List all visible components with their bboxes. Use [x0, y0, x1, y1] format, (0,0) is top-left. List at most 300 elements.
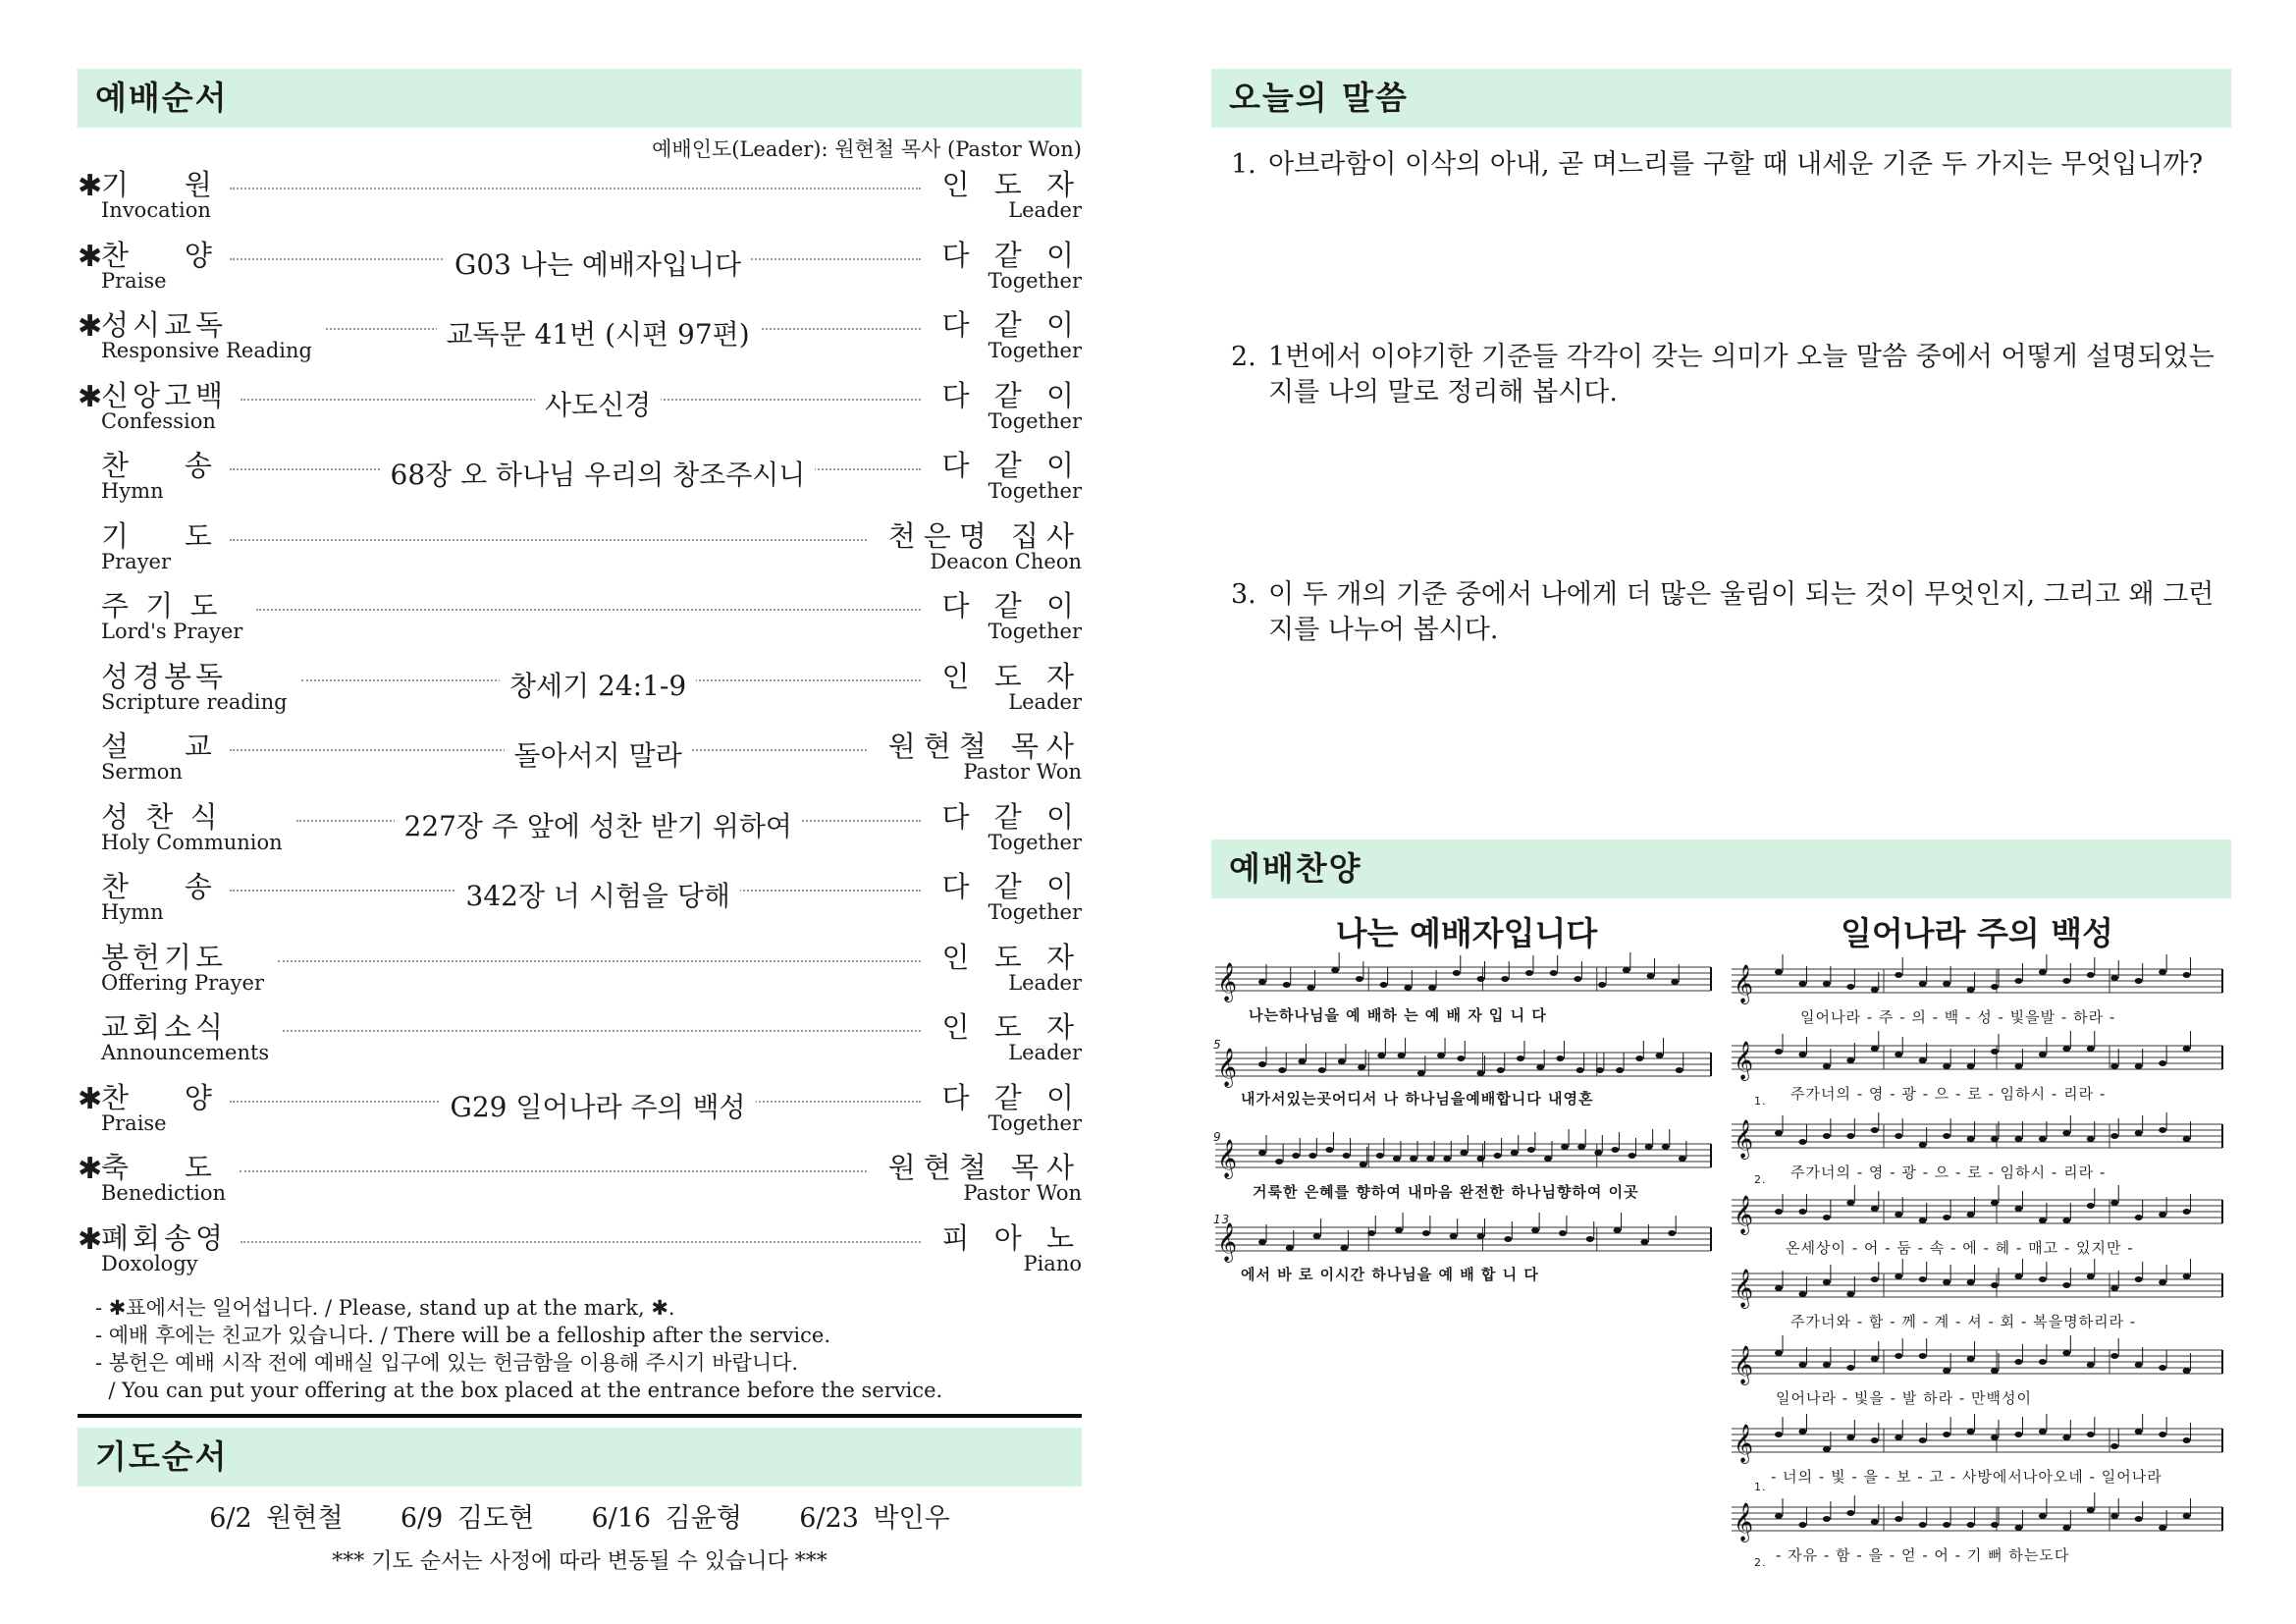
order-item [78, 584, 1082, 655]
dot-leader [283, 1030, 921, 1032]
note-head [1895, 1516, 1902, 1522]
responsible-en: Leader [1008, 970, 1082, 995]
item-title-en: Invocation [101, 198, 211, 222]
note-head [2135, 1130, 2143, 1136]
note-head [2110, 1513, 2118, 1519]
note-head [1823, 1063, 1831, 1069]
note-head [2087, 1362, 2095, 1368]
note-head [1286, 1245, 1294, 1251]
order-item [78, 1217, 1082, 1287]
note-line: - ✱표에서는 일어섭니다. / Please, stand up at the mark, ✱. [95, 1296, 675, 1320]
note-head [1967, 1136, 1975, 1142]
note-head [1871, 1127, 1879, 1133]
note-head [1477, 1070, 1485, 1076]
order-item [78, 795, 1082, 866]
note-head [2135, 978, 2143, 984]
measure-number: 9 [1213, 1130, 1222, 1144]
order-item [78, 1005, 1082, 1076]
note-head [1377, 1053, 1385, 1058]
note-head [2014, 1063, 2022, 1069]
note-head [1318, 1067, 1326, 1073]
song2-lyric-line: 주가너의 - 영 - 광 - 으 - 로 - 임하시 - 리라 - [1790, 1085, 2107, 1103]
responsible-en: Piano [1023, 1251, 1082, 1275]
note-head [1775, 1285, 1783, 1291]
item-title-kr: 주 기 도 [101, 589, 222, 623]
note-head [1919, 1276, 1927, 1282]
order-item [78, 865, 1082, 936]
treble-clef-icon: 𝄞 [1217, 1048, 1238, 1087]
note-head [1846, 1133, 1854, 1139]
note-head [2183, 1136, 2191, 1142]
note-head [1991, 1200, 1999, 1206]
responsible-kr: 원현철 목사 [887, 1151, 1082, 1184]
note-head [2039, 1052, 2047, 1057]
note-head [2159, 1279, 2166, 1285]
note-head [1943, 1522, 1950, 1528]
note-head [1356, 976, 1363, 982]
ending-number: 2. [1754, 1173, 1767, 1186]
note-head [2087, 1432, 2095, 1437]
order-item [78, 1076, 1082, 1147]
dot-leader [240, 1241, 921, 1243]
note-head [2014, 1206, 2022, 1212]
note-head [1283, 982, 1291, 988]
leader-line: 예배인도(Leader): 원현철 목사 (Pastor Won) [652, 137, 1082, 161]
note-head [2039, 969, 2047, 975]
note-head [1258, 1061, 1266, 1067]
note-head [2087, 1136, 2095, 1142]
prayer-order-header: 기도순서 [78, 1428, 1082, 1487]
item-title-kr: 성 찬 식 [101, 799, 222, 834]
notes [78, 1294, 1082, 1404]
note-head [1278, 1067, 1286, 1073]
note-head [1453, 970, 1461, 976]
note-head [2135, 1063, 2143, 1069]
treble-clef-icon: 𝄞 [1734, 1424, 1754, 1463]
measure-number: 13 [1213, 1213, 1231, 1226]
order-item [78, 374, 1082, 445]
note-head [2183, 1437, 2191, 1443]
note-head [1393, 1156, 1401, 1162]
note-head [1798, 1139, 1806, 1145]
note-head [2062, 1282, 2070, 1288]
responsible-kr: 원현철 목사 [887, 730, 1082, 763]
note-head [1798, 1429, 1806, 1435]
note-head [1292, 1153, 1300, 1159]
item-title-en: Lord's Prayer [101, 620, 243, 643]
note-head [1450, 1233, 1458, 1239]
note-head [1919, 1142, 1927, 1148]
note-head [1494, 1153, 1502, 1159]
note-head [1967, 987, 1975, 993]
item-content: 교독문 41번 (시편 97편) [437, 313, 760, 352]
divider [78, 1414, 1082, 1418]
item-title-en: Offering Prayer [101, 970, 264, 995]
note-head [1561, 1144, 1569, 1150]
treble-clef-icon: 𝄞 [1217, 1222, 1238, 1262]
note-head [1477, 1156, 1485, 1162]
note-head [1798, 1362, 1806, 1368]
note-head [1895, 1212, 1902, 1218]
note-head [1556, 1056, 1564, 1061]
note-head [1635, 1056, 1643, 1061]
note-head [1871, 1276, 1879, 1282]
note-head [1967, 1063, 1975, 1069]
note-head [1358, 1064, 1365, 1070]
responsible-en: Together [988, 900, 1082, 924]
responsible-en: Together [988, 830, 1082, 854]
item-title-kr: 폐회송영 [101, 1220, 228, 1255]
song1-lyric-line: 나는하나님을 예 배하 는 예 배 자 입 니 다 [1249, 1006, 1547, 1024]
note-head [1531, 1227, 1539, 1233]
responsible-en: Leader [1008, 198, 1082, 222]
responsible-en: Leader [1008, 689, 1082, 714]
note-head [2110, 1285, 2118, 1291]
note-head [2110, 1200, 2118, 1206]
treble-clef-icon: 𝄞 [1734, 1502, 1754, 1542]
item-title-en: Praise [101, 1110, 167, 1135]
note-head [1614, 1227, 1622, 1233]
item-title-kr: 기 원 [101, 168, 216, 201]
song2-lyric-line: 주가너와 - 함 - 께 - 계 - 셔 - 회 - 복을명하리라 - [1790, 1313, 2137, 1330]
note-head [1477, 1233, 1485, 1239]
note-head [1340, 1245, 1348, 1251]
song2-lyric-line: - 너의 - 빛 - 을 - 보 - 고 - 사방에서나아오네 - 일어나라 [1771, 1468, 2163, 1486]
note-head [1410, 1156, 1417, 1162]
note-head [1798, 1522, 1806, 1528]
dot-leader [256, 609, 921, 611]
note-head [1823, 1215, 1831, 1220]
note-head [1343, 1153, 1351, 1159]
note-head [2159, 1127, 2166, 1133]
note-head [1991, 1282, 1999, 1288]
note-head [1846, 1435, 1854, 1440]
item-title-kr: 성시교독 [101, 308, 228, 342]
note-head [1846, 1291, 1854, 1297]
song2-lyric-line: 일어나라 - 빛을 - 발 하라 - 만백성이 [1776, 1389, 2032, 1407]
note-head [1338, 1058, 1346, 1064]
note-head [2087, 1046, 2095, 1052]
note-head [1275, 1159, 1283, 1164]
item-title-kr: 봉헌기도 [101, 940, 228, 974]
measure-number: 5 [1213, 1038, 1222, 1052]
note-head [1943, 1133, 1950, 1139]
note-head [2062, 1218, 2070, 1223]
note-head [1596, 1067, 1604, 1073]
question-number: 1. [1231, 149, 1256, 180]
note-head [1798, 981, 1806, 987]
left-column [78, 69, 1082, 1575]
worship-order-header: 예배순서 [78, 69, 1082, 128]
note-head [1544, 1156, 1552, 1162]
note-head [1823, 1279, 1831, 1285]
stand-mark: ✱ [78, 1081, 103, 1116]
note-head [1559, 1230, 1567, 1236]
note-head [2039, 1429, 2047, 1435]
treble-clef-icon: 𝄞 [1734, 1269, 1754, 1308]
note-head [2062, 1350, 2070, 1356]
item-title-en: Scripture reading [101, 689, 288, 714]
note-head [2135, 1362, 2143, 1368]
stand-mark: ✱ [78, 379, 103, 414]
responsible-kr: 인 도 자 [941, 1010, 1082, 1044]
note-head [2183, 1209, 2191, 1215]
note-head [2159, 1060, 2166, 1066]
note-head [1645, 1144, 1653, 1150]
responsible-kr: 다 같 이 [941, 378, 1082, 412]
song2-lyric-line: 온세상이 - 어 - 둠 - 속 - 에 - 헤 - 매고 - 있지만 - [1786, 1239, 2134, 1257]
item-title-en: Prayer [101, 549, 172, 573]
responsible-en: Pastor Won [963, 1181, 1082, 1205]
note-head [2039, 1136, 2047, 1142]
note-head [1775, 1350, 1783, 1356]
note-head [1871, 1046, 1879, 1052]
item-content: 창세기 24:1-9 [500, 665, 696, 704]
item-title-en: Confession [101, 408, 216, 433]
item-title-en: Benediction [101, 1181, 227, 1205]
item-content: G03 나는 예배자입니다 [445, 244, 751, 283]
responsible-kr: 다 같 이 [941, 449, 1082, 482]
note-head [1871, 987, 1879, 993]
note-head [2159, 1525, 2166, 1531]
note-head [1576, 1067, 1584, 1073]
worship-order-list [78, 163, 1082, 1286]
note-head [1676, 1067, 1683, 1073]
note-head [1623, 967, 1630, 973]
note-head [1656, 1053, 1664, 1058]
responsible-kr: 다 같 이 [941, 870, 1082, 903]
todays-word-header: 오늘의 말씀 [1211, 69, 2231, 128]
note-head [1895, 972, 1902, 978]
responsible-en: Together [988, 620, 1082, 643]
note-head [2062, 978, 2070, 984]
responsible-kr: 천은명 집사 [887, 518, 1082, 553]
question-text: 이 두 개의 기준 중에서 나에게 더 많은 울림이 되는 것이 무엇인지, 그리고 왜 그런 지를 나누어 봅시다. [1268, 579, 2215, 645]
note-head [1919, 1522, 1927, 1528]
note-head [2183, 972, 2191, 978]
responsible-kr: 다 같 이 [941, 238, 1082, 272]
item-title-en: Announcements [101, 1041, 270, 1064]
item-title-en: Hymn [101, 900, 164, 924]
note-head [1846, 1510, 1854, 1516]
note-head [1991, 984, 1999, 990]
stand-mark: ✱ [78, 1152, 103, 1186]
treble-clef-icon: 𝄞 [1217, 962, 1238, 1001]
note-head [2110, 1443, 2118, 1449]
responsible-kr: 인 도 자 [941, 940, 1082, 974]
note-head [1380, 982, 1388, 988]
responsible-kr: 인 도 자 [941, 659, 1082, 693]
treble-clef-icon: 𝄞 [1734, 1195, 1754, 1234]
order-item [78, 725, 1082, 795]
note-head [1376, 1153, 1384, 1159]
responsible-en: Together [988, 1110, 1082, 1135]
note-head [2135, 1516, 2143, 1522]
note-head [1550, 970, 1558, 976]
note-head [1991, 1368, 1999, 1374]
question-1 [1231, 147, 2231, 183]
note-head [1437, 1053, 1445, 1058]
note-head [1577, 1144, 1585, 1150]
order-item [78, 1146, 1082, 1217]
treble-clef-icon: 𝄞 [1734, 1119, 1754, 1159]
note-head [2087, 1273, 2095, 1279]
note-head [2014, 1525, 2022, 1531]
responsible-kr: 다 같 이 [941, 589, 1082, 623]
note-head [1798, 1291, 1806, 1297]
note-head [2087, 1203, 2095, 1209]
note-head [1967, 1522, 1975, 1528]
note-head [2110, 1063, 2118, 1069]
note-head [1536, 1064, 1544, 1070]
item-title-kr: 찬 양 [101, 1080, 216, 1114]
note-head [1360, 1162, 1367, 1167]
note-head [2039, 1359, 2047, 1365]
note-head [1422, 1230, 1430, 1236]
note-head [1823, 1446, 1831, 1452]
note-head [2014, 1273, 2022, 1279]
order-item [78, 234, 1082, 304]
order-item [78, 936, 1082, 1006]
note-head [1775, 1513, 1783, 1519]
note-head [1919, 1218, 1927, 1223]
note-head [1586, 1236, 1594, 1242]
note-head [1967, 1279, 1975, 1285]
note-head [1991, 1435, 1999, 1440]
note-head [1943, 1215, 1950, 1220]
note-head [1846, 1200, 1854, 1206]
responsible-kr: 다 같 이 [941, 1080, 1082, 1114]
item-title-en: Doxology [101, 1251, 198, 1275]
responsible-en: Leader [1008, 1041, 1082, 1064]
note-head [1919, 1057, 1927, 1063]
ending-number: 2. [1754, 1556, 1767, 1569]
item-content: 돌아서지 말라 [505, 734, 692, 774]
stand-mark: ✱ [78, 169, 103, 203]
item-content: 68장 오 하나님 우리의 창조주시니 [381, 454, 816, 493]
question-text: 아브라함이 이삭의 아내, 곧 며느리를 구할 때 내세운 기준 두 가지는 무엇입니까? [1268, 149, 2204, 180]
note-head [2014, 1432, 2022, 1437]
note-head [1871, 1437, 1879, 1443]
item-title-kr: 축 도 [101, 1151, 216, 1184]
note-head [1919, 1437, 1927, 1443]
song2-title: 일어나라 주의 백성 [1840, 914, 2113, 952]
responsible-kr: 인 도 자 [941, 168, 1082, 201]
item-content: 227장 주 앞에 성찬 받기 위하여 [395, 805, 802, 844]
note-head [1668, 1230, 1676, 1236]
note-head [1398, 1053, 1406, 1058]
item-content: 사도신경 [535, 384, 661, 423]
note-head [2135, 1429, 2143, 1435]
note-head [2183, 1273, 2191, 1279]
note-head [2014, 978, 2022, 984]
note-head [1640, 1239, 1648, 1245]
dot-leader [230, 188, 921, 189]
note-head [1517, 1056, 1524, 1061]
note-head [2110, 975, 2118, 981]
note-head [1991, 1522, 1999, 1528]
note-head [2110, 1133, 2118, 1139]
responsible-en: Together [988, 268, 1082, 293]
order-item [78, 163, 1082, 234]
note-head [1417, 1070, 1425, 1076]
right-column [1211, 69, 2231, 1569]
note-head [1457, 1056, 1465, 1061]
ending-number: 1. [1754, 1481, 1767, 1493]
item-title-en: Hymn [101, 479, 164, 503]
note-head [1298, 1058, 1306, 1064]
note-head [2110, 1353, 2118, 1359]
note-head [1943, 1368, 1950, 1374]
note-head [2062, 1525, 2070, 1531]
item-content: 342장 너 시험을 당해 [456, 875, 740, 914]
note-head [2183, 1046, 2191, 1052]
note-head [1895, 1435, 1902, 1440]
song2-lyric-line: 주가너의 - 영 - 광 - 으 - 로 - 임하시 - 리라 - [1790, 1164, 2107, 1181]
note-head [1775, 1209, 1783, 1215]
note-head [1662, 1144, 1670, 1150]
item-title-kr: 성경봉독 [101, 659, 228, 693]
responsible-en: Deacon Cheon [930, 549, 1082, 573]
note-head [1775, 969, 1783, 975]
responsible-en: Together [988, 339, 1082, 362]
note-head [1527, 1147, 1535, 1153]
note-head [1629, 1153, 1636, 1159]
question-3 [1231, 577, 2231, 648]
treble-clef-icon: 𝄞 [1734, 1345, 1754, 1384]
prayer-dates: 6/2 원현철 6/9 김도현 6/16 김윤형 6/23 박인우 [209, 1503, 950, 1534]
responsible-en: Together [988, 479, 1082, 503]
note-head [1991, 1136, 1999, 1142]
responsible-kr: 피 아 노 [941, 1220, 1082, 1255]
note-head [1943, 1279, 1950, 1285]
prayer-note: *** 기도 순서는 사정에 따라 변동될 수 있습니다 *** [332, 1549, 828, 1574]
note-head [1504, 1236, 1512, 1242]
note-head [1967, 1356, 1975, 1362]
note-head [1501, 976, 1509, 982]
item-title-kr: 설 교 [101, 730, 216, 763]
item-title-kr: 교회소식 [101, 1010, 228, 1044]
song1-lyric-line: 거룩한 은혜를 향하여 내마음 완전한 하나님향하여 이곳 [1253, 1183, 1639, 1201]
note-head [1846, 984, 1854, 990]
note-head [1943, 1432, 1950, 1437]
note-head [1943, 981, 1950, 987]
song1-lyric-line: 에서 바 로 이시간 하나님을 예 배 합 니 다 [1241, 1266, 1539, 1283]
note-head [2087, 1507, 2095, 1513]
responsible-en: Pastor Won [963, 760, 1082, 784]
note-head [1775, 1049, 1783, 1055]
note-head [2183, 1513, 2191, 1519]
note-head [1594, 1150, 1602, 1156]
note-head [1846, 1057, 1854, 1063]
note-head [2014, 1359, 2022, 1365]
note-head [1991, 1049, 1999, 1055]
note-head [1598, 982, 1606, 988]
note-head [1871, 1206, 1879, 1212]
note-head [2039, 1218, 2047, 1223]
item-title-en: Sermon [101, 760, 183, 784]
note-head [1258, 979, 1266, 985]
note-head [2159, 1212, 2166, 1218]
note-head [1497, 1067, 1505, 1073]
note-head [1775, 1130, 1783, 1136]
treble-clef-icon: 𝄞 [1734, 964, 1754, 1003]
note-line: / You can put your offering at the box placed at the entrance before the service. [95, 1379, 943, 1402]
note-head [2062, 1046, 2070, 1052]
note-head [1308, 1153, 1316, 1159]
note-head [1616, 1067, 1624, 1073]
order-item [78, 655, 1082, 726]
